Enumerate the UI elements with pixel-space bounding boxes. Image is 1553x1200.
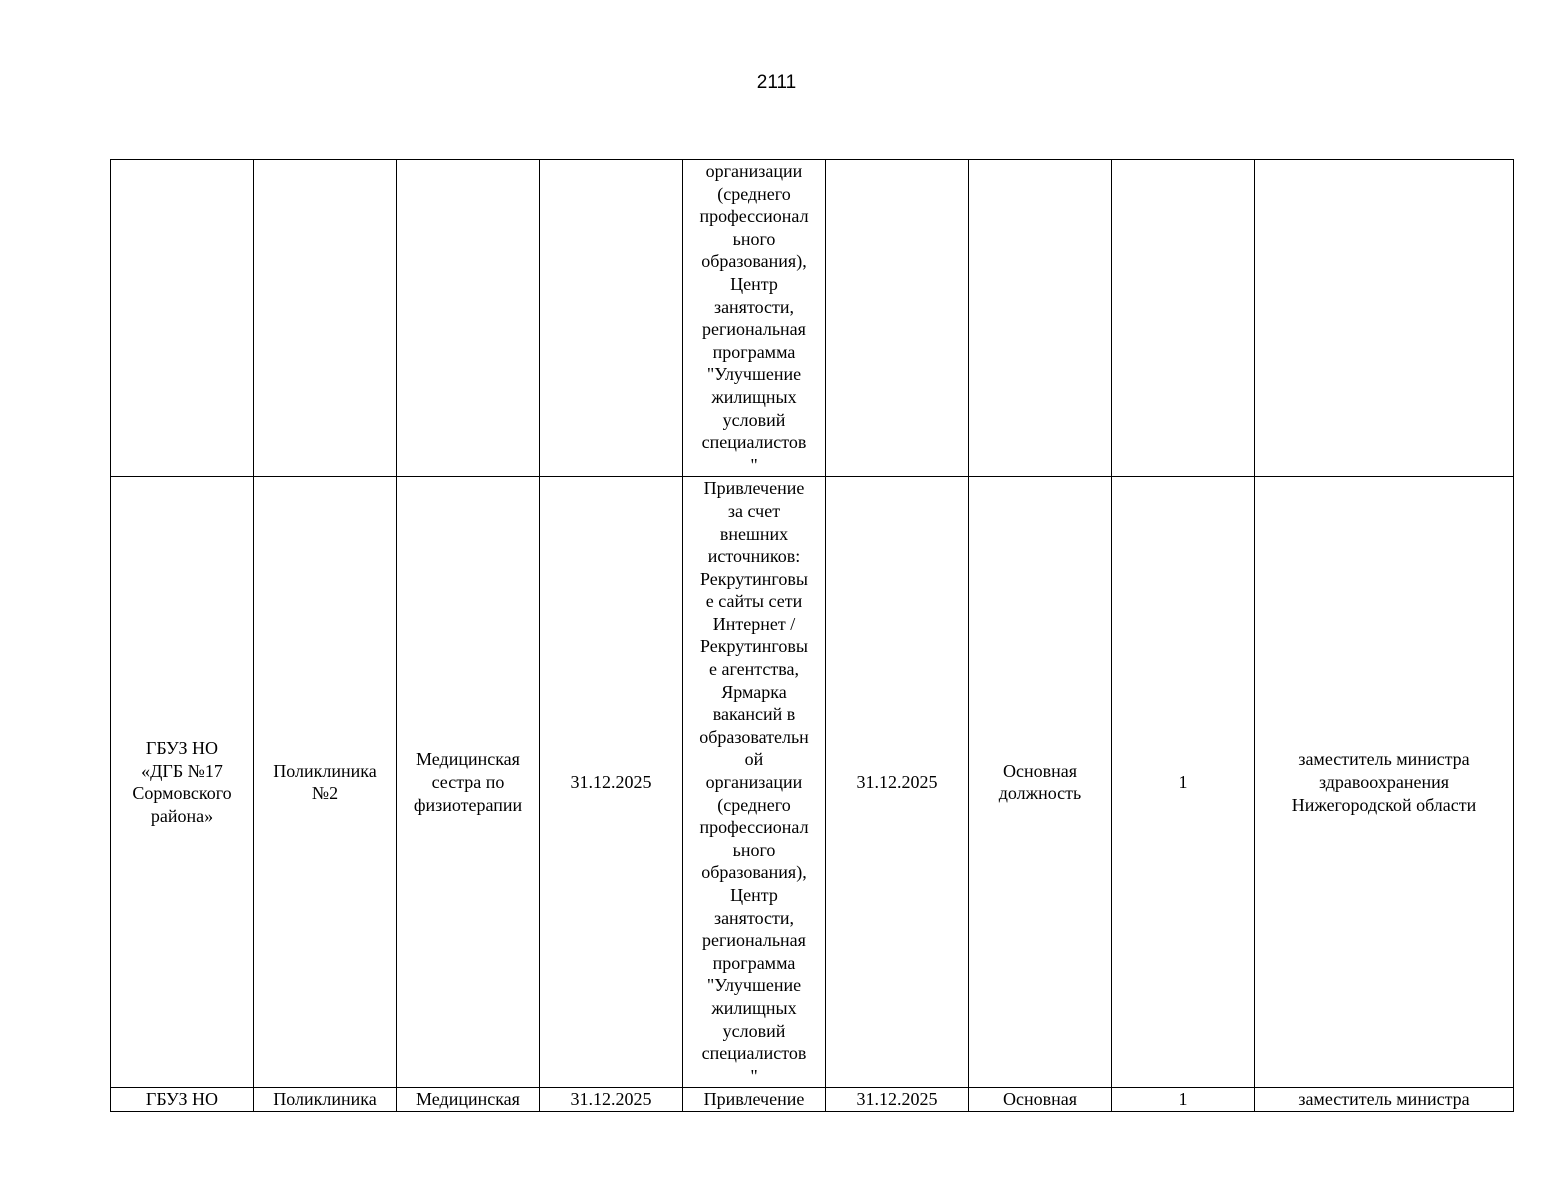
- cell-job-type: [969, 160, 1112, 477]
- cell-organization: ГБУЗ НО: [111, 1088, 254, 1112]
- cell-methods: организации (среднего профессионал ьного образования), Центр занятости, региональная программа "Улучшение жилищных условий специалистов ": [683, 160, 826, 477]
- cell-date-close: 31.12.2025: [826, 477, 969, 1088]
- vacancy-table: [110, 159, 1514, 1112]
- cell-position: Медицинская: [397, 1088, 540, 1112]
- cell-responsible: [1255, 160, 1514, 477]
- cell-count: 1: [1112, 477, 1255, 1088]
- cell-date-open: [540, 160, 683, 477]
- cell-date-close: 31.12.2025: [826, 1088, 969, 1112]
- cell-position: [397, 160, 540, 477]
- cell-organization: [111, 160, 254, 477]
- cell-department: Поликлиника: [254, 1088, 397, 1112]
- cell-date-open: 31.12.2025: [540, 1088, 683, 1112]
- cell-department: [254, 160, 397, 477]
- page-number: 2111: [756, 72, 797, 93]
- cell-count: 1: [1112, 1088, 1255, 1112]
- cell-job-type: Основная должность: [969, 477, 1112, 1088]
- cell-position: Медицинская сестра по физиотерапии: [397, 477, 540, 1088]
- cell-methods: Привлечение: [683, 1088, 826, 1112]
- cell-date-close: [826, 160, 969, 477]
- cell-count: [1112, 160, 1255, 477]
- cell-department: Поликлиника №2: [254, 477, 397, 1088]
- cell-job-type: Основная: [969, 1088, 1112, 1112]
- table-row: [111, 160, 1514, 477]
- cell-organization: ГБУЗ НО «ДГБ №17 Сормовского района»: [111, 477, 254, 1088]
- table-row: [111, 1088, 1514, 1112]
- cell-responsible: заместитель министра: [1255, 1088, 1514, 1112]
- cell-date-open: 31.12.2025: [540, 477, 683, 1088]
- table-row: [111, 477, 1514, 1088]
- cell-responsible: заместитель министра здравоохранения Нижегородской области: [1255, 477, 1514, 1088]
- cell-methods: Привлечение за счет внешних источников: Рекрутинговы е сайты сети Интернет / Рекрутинговы е агентства, Ярмарка вакансий в образовательн ой организации (среднего профессионал ьного образования), Центр занятости, региональная программа "Улучшение жилищных условий специалистов ": [683, 477, 826, 1088]
